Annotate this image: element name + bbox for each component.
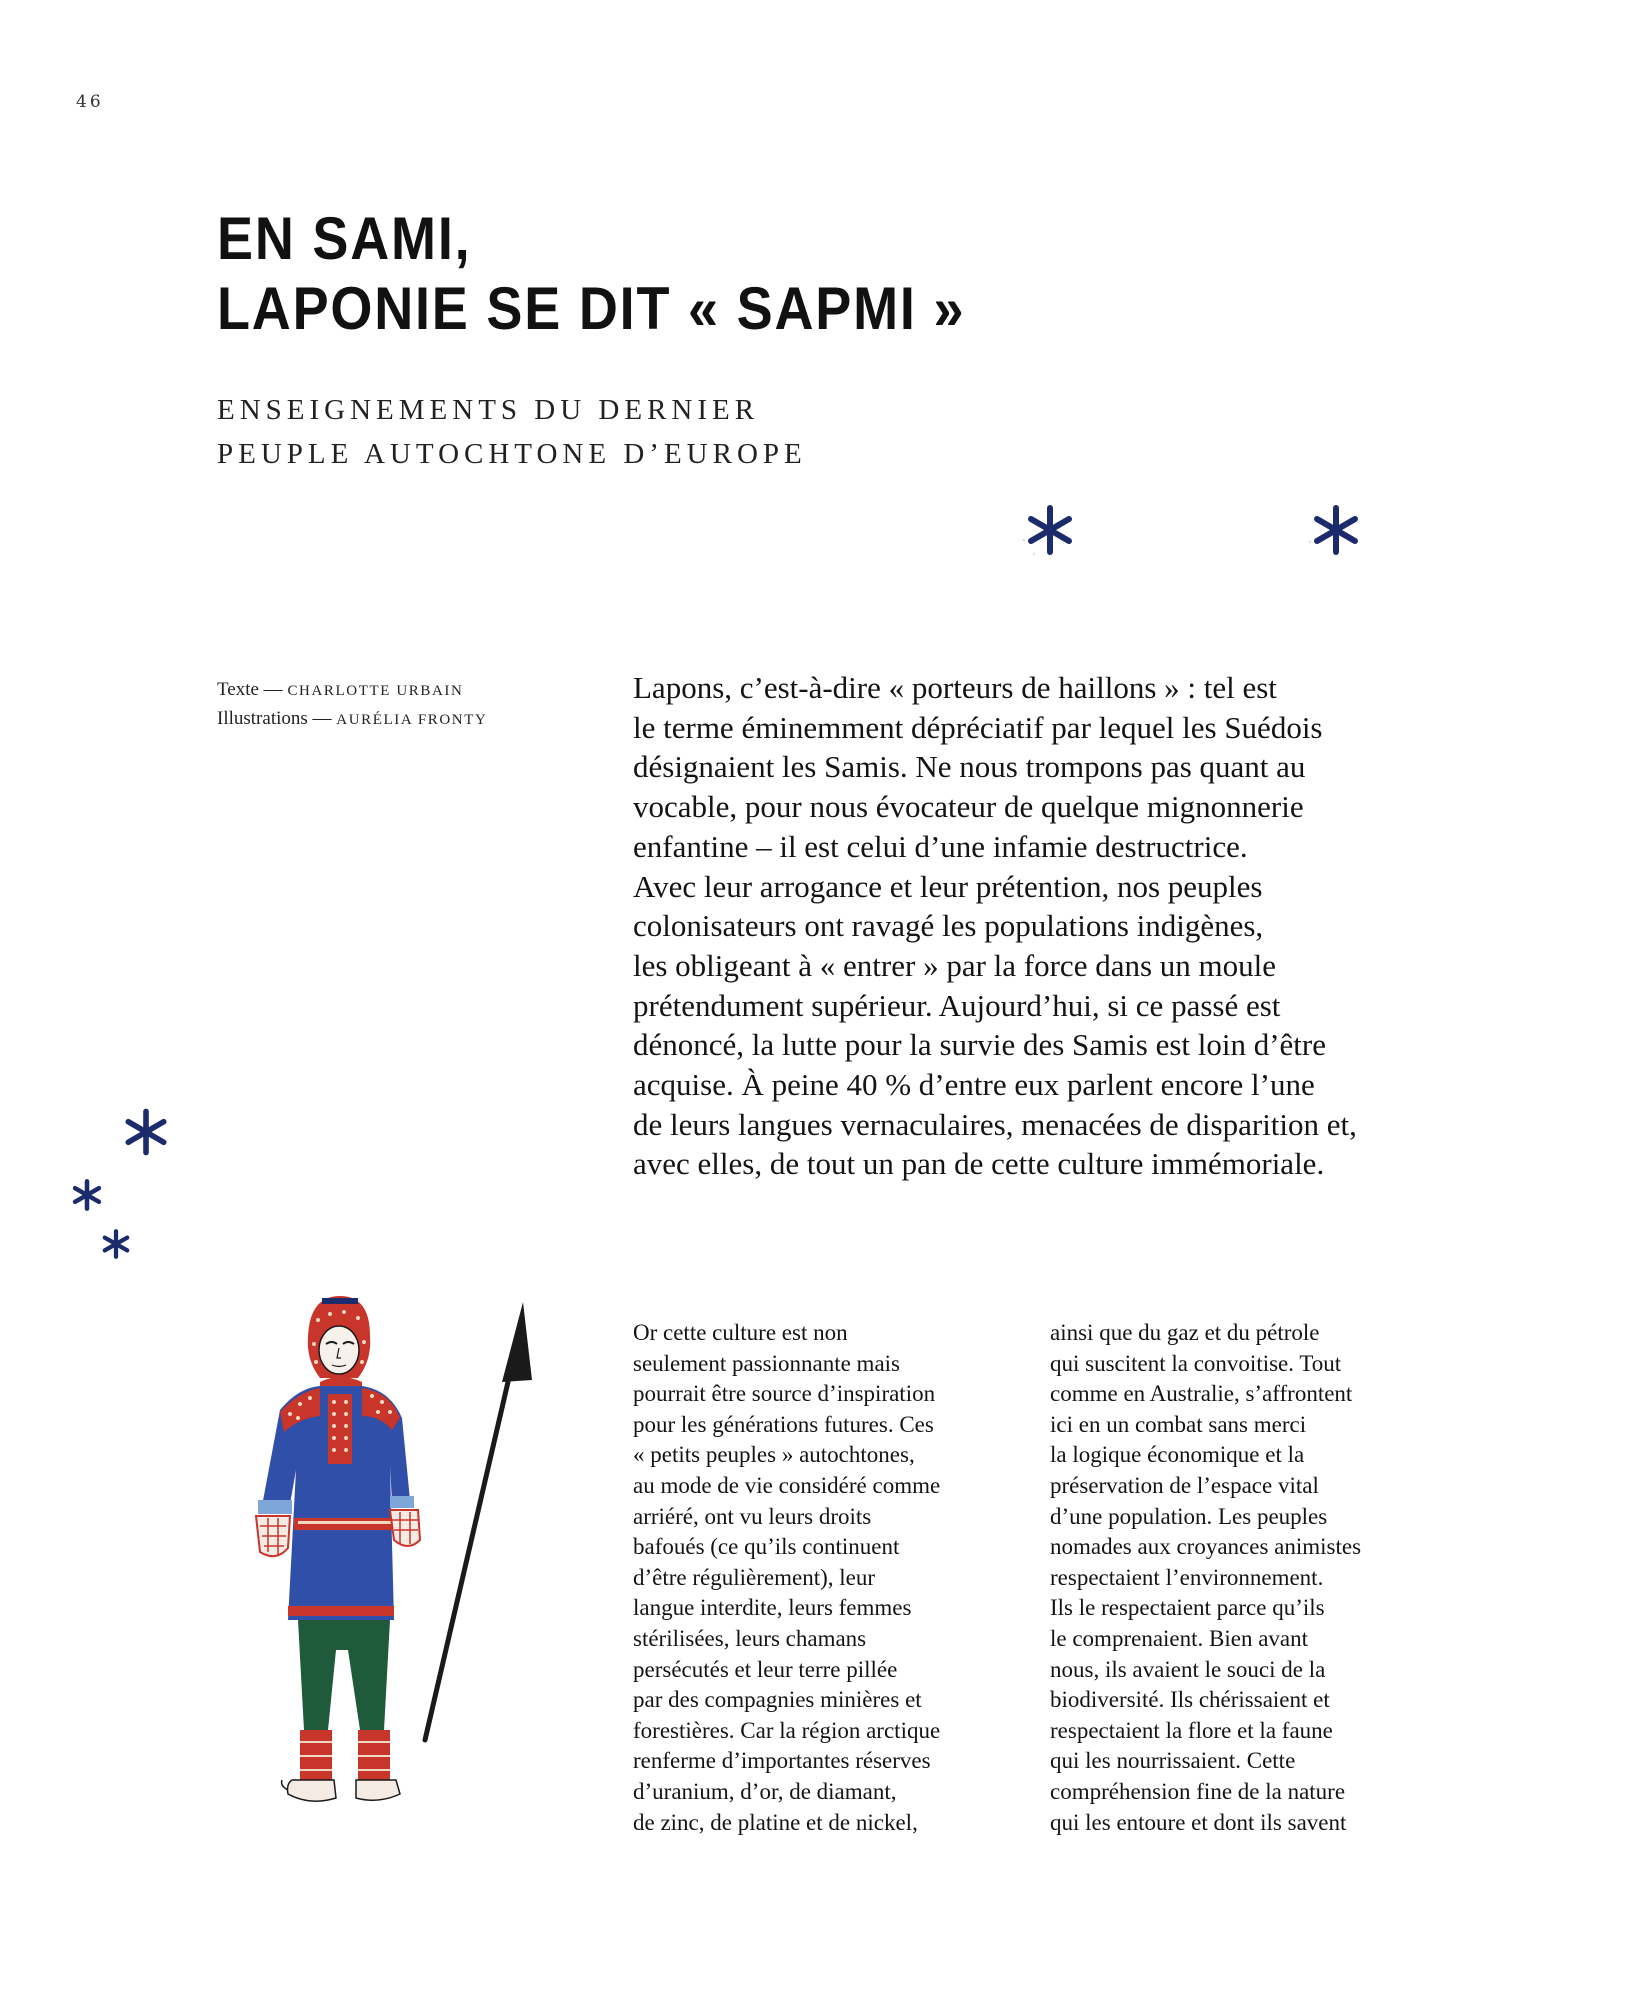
column-line: respectaient la flore et la faune <box>1050 1717 1333 1743</box>
column-line: nous, ils avaient le souci de la <box>1050 1656 1326 1682</box>
text-credit <box>217 676 487 705</box>
column-line: le comprenaient. Bien avant <box>1050 1625 1309 1651</box>
column-line: compréhension fine de la nature <box>1050 1778 1346 1804</box>
intro-line: enfantine – il est celui d’une infamie destructrice. <box>633 828 1248 864</box>
column-line: ici en un combat sans merci <box>1050 1411 1307 1437</box>
intro-line: avec elles, de tout un pan de cette culture immémoriale. <box>633 1146 1325 1182</box>
column-line: stérilisées, leurs chamans <box>633 1625 867 1651</box>
column-line: par des compagnies minières et <box>633 1687 922 1713</box>
subtitle-line-1: ENSEIGNEMENTS DU DERNIER <box>217 394 760 426</box>
page-number: 46 <box>76 92 104 112</box>
intro-line: colonisateurs ont ravagé les populations indigènes, <box>633 908 1264 944</box>
column-line: au mode de vie considéré comme <box>633 1472 941 1498</box>
column-line: forestières. Car la région arctique <box>633 1717 941 1743</box>
column-line: langue interdite, leurs femmes <box>633 1595 912 1621</box>
text-credit-author: CHARLOTTE URBAIN <box>287 683 464 699</box>
intro-line: Lapons, c’est-à-dire « porteurs de haillons » : tel est <box>633 670 1277 705</box>
title-line-1: EN SAMI, <box>217 205 472 272</box>
article-title <box>217 204 965 344</box>
title-line-2: LAPONIE SE DIT « SAPMI » <box>217 275 966 342</box>
star-icon <box>100 1228 132 1260</box>
column-line: pour les générations futures. Ces <box>633 1411 934 1437</box>
star-icon <box>70 1178 104 1212</box>
column-line: respectaient l’environnement. <box>1050 1564 1324 1590</box>
column-line: persécutés et leur terre pillée <box>633 1656 898 1682</box>
column-line: de zinc, de platine et de nickel, <box>633 1809 918 1835</box>
column-line: qui les nourrissaient. Cette <box>1050 1748 1296 1774</box>
illustrations-credit-author: AURÉLIA FRONTY <box>336 712 488 728</box>
illustrations-credit-label: Illustrations — <box>217 708 332 729</box>
column-line: renferme d’importantes réserves <box>633 1748 931 1774</box>
subtitle-line-2: PEUPLE AUTOCHTONE D’EUROPE <box>217 438 807 470</box>
intro-line: prétendument supérieur. Aujourd’hui, si ce passé est <box>633 987 1281 1023</box>
column-line: nomades aux croyances animistes <box>1050 1534 1362 1560</box>
column-line: d’être régulièrement), leur <box>633 1564 876 1590</box>
star-icon <box>118 1104 174 1160</box>
spear-shaft <box>425 1382 508 1740</box>
column-line: d’une population. Les peuples <box>1050 1503 1328 1529</box>
intro-paragraph <box>633 668 1473 1184</box>
column-line: Or cette culture est non <box>633 1320 848 1345</box>
intro-line: vocable, pour nous évocateur de quelque mignonnerie <box>633 789 1304 825</box>
sami-figure-illustration <box>240 1290 540 1840</box>
column-line: pourrait être source d’inspiration <box>633 1381 936 1407</box>
star-icon <box>1306 500 1366 560</box>
column-line: qui suscitent la convoitise. Tout <box>1050 1350 1342 1376</box>
column-line: ainsi que du gaz et du pétrole <box>1050 1320 1320 1345</box>
credits <box>217 676 487 734</box>
column-line: préservation de l’espace vital <box>1050 1472 1319 1498</box>
illustrations-credit <box>217 705 487 734</box>
column-line: arriéré, ont vu leurs droits <box>633 1503 872 1529</box>
column-line: d’uranium, d’or, de diamant, <box>633 1778 897 1804</box>
trousers <box>298 1620 390 1730</box>
star-icon <box>1020 500 1080 560</box>
intro-line: Avec leur arrogance et leur prétention, nos peuples <box>633 868 1263 904</box>
article-subtitle <box>217 388 807 476</box>
right-mitten <box>390 1510 420 1546</box>
right-shoe <box>356 1780 400 1800</box>
body-column-1 <box>633 1318 940 1838</box>
body-column-2 <box>1050 1318 1361 1838</box>
left-shoe <box>288 1780 337 1801</box>
intro-line: les obligeant à « entrer » par la force dans un moule <box>633 947 1277 983</box>
column-line: Ils le respectaient parce qu’ils <box>1050 1595 1325 1621</box>
column-line: seulement passionnante mais <box>633 1350 900 1376</box>
column-line: bafoués (ce qu’ils continuent <box>633 1534 900 1560</box>
intro-line: le terme éminemment dépréciatif par lequel les Suédois <box>633 709 1323 745</box>
column-line: qui les entoure et dont ils savent <box>1050 1809 1347 1835</box>
spear-head <box>502 1302 532 1382</box>
intro-line: désignaient les Samis. Ne nous trompons pas quant au <box>633 749 1306 785</box>
column-line: comme en Australie, s’affrontent <box>1050 1381 1353 1407</box>
intro-line: dénoncé, la lutte pour la survie des Samis est loin d’être <box>633 1027 1327 1063</box>
text-credit-label: Texte — <box>217 679 283 700</box>
intro-line: acquise. À peine 40 % d’entre eux parlent encore l’une <box>633 1067 1315 1103</box>
intro-line: de leurs langues vernaculaires, menacées de disparition et, <box>633 1106 1357 1142</box>
column-line: biodiversité. Ils chérissaient et <box>1050 1687 1330 1713</box>
column-line: « petits peuples » autochtones, <box>633 1442 915 1468</box>
column-line: la logique économique et la <box>1050 1442 1305 1468</box>
